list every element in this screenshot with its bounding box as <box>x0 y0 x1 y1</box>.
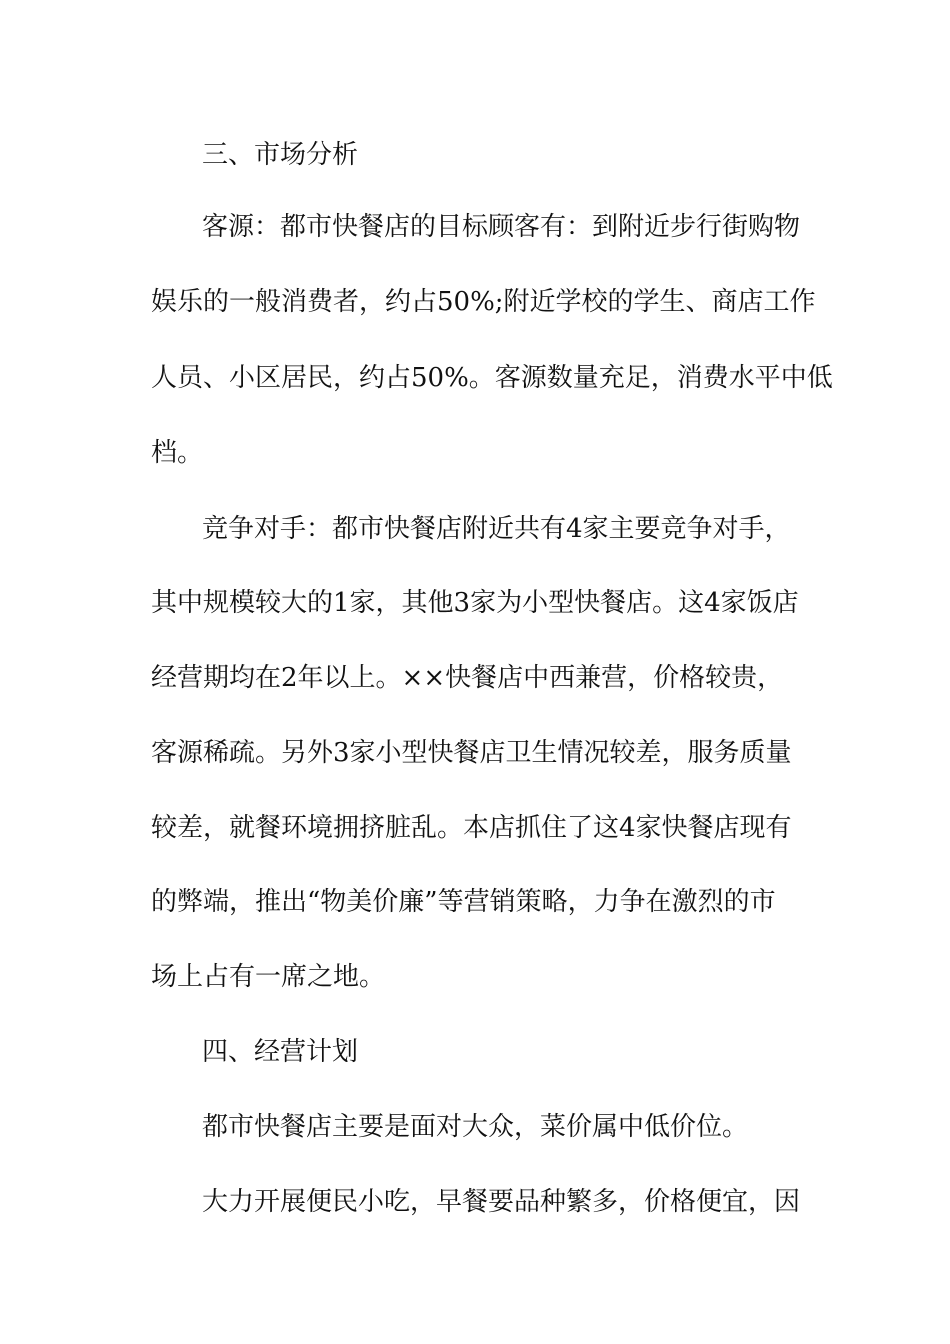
paragraph-line: 客源稀疏。另外3家小型快餐店卫生情况较差，服务质量 <box>151 738 792 768</box>
paragraph-line: 大力开展便民小吃，早餐要品种繁多，价格便宜，因 <box>202 1187 801 1217</box>
paragraph-line: 场上占有一席之地。 <box>151 962 386 992</box>
paragraph-line: 较差，就餐环境拥挤脏乱。本店抓住了这4家快餐店现有 <box>151 813 792 843</box>
section-heading-market-analysis: 三、市场分析 <box>202 140 359 170</box>
paragraph-line: 娱乐的一般消费者，约占50%;附近学校的学生、商店工作 <box>151 287 816 317</box>
paragraph-line: 的弊端，推出“物美价廉”等营销策略，力争在激烈的市 <box>151 887 776 917</box>
paragraph-line: 都市快餐店主要是面对大众，菜价属中低价位。 <box>202 1112 749 1142</box>
paragraph-line: 客源：都市快餐店的目标顾客有：到附近步行街购物 <box>202 212 801 242</box>
paragraph-line: 其中规模较大的1家，其他3家为小型快餐店。这4家饭店 <box>151 588 799 618</box>
paragraph-line: 竞争对手：都市快餐店附近共有4家主要竞争对手， <box>202 514 791 544</box>
paragraph-line: 档。 <box>151 438 204 468</box>
paragraph-line: 经营期均在2年以上。××快餐店中西兼营，价格较贵， <box>151 663 784 693</box>
paragraph-line: 人员、小区居民，约占50%。客源数量充足，消费水平中低 <box>151 363 833 393</box>
section-heading-business-plan: 四、经营计划 <box>202 1037 359 1067</box>
